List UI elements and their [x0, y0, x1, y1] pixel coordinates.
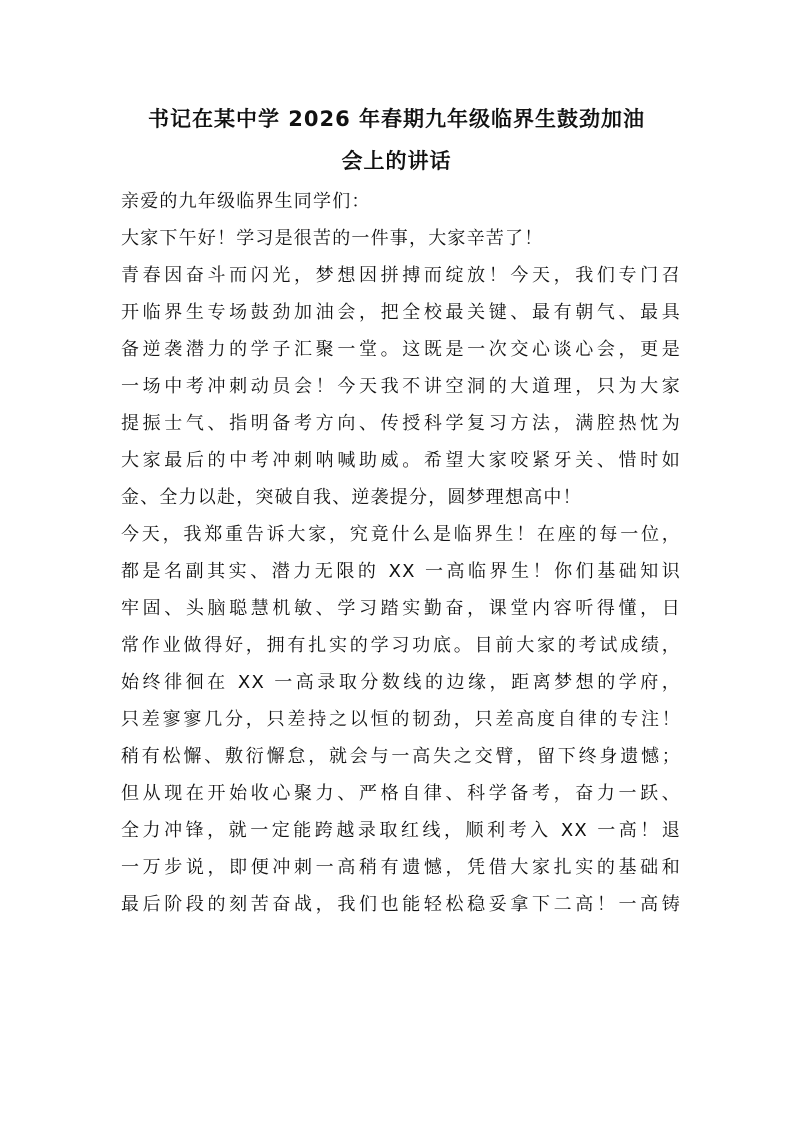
- paragraph-line: 都是名副其实、潜力无限的 XX 一高临界生！你们基础知识: [121, 561, 681, 582]
- paragraph-line: 提振士气、指明备考方向、传授科学复习方法，满腔热忱为: [121, 413, 681, 434]
- paragraph-line: 备逆袭潜力的学子汇聚一堂。这既是一次交心谈心会，更是: [121, 339, 681, 360]
- speech-body: [121, 183, 681, 923]
- paragraph-line: 最后阶段的刻苦奋战，我们也能轻松稳妥拿下二高！一高铸: [121, 894, 681, 915]
- document-title-line-2: 会上的讲话: [341, 149, 452, 173]
- paragraph-line: 一场中考冲刺动员会！今天我不讲空洞的大道理，只为大家: [121, 376, 681, 397]
- salutation: 亲爱的九年级临界生同学们：: [121, 191, 371, 212]
- paragraph-line: 稍有松懈、敷衍懈怠，就会与一高失之交臂，留下终身遗憾；: [121, 746, 681, 767]
- paragraph-line: 开临界生专场鼓劲加油会，把全校最关键、最有朝气、最具: [121, 302, 681, 323]
- paragraph-line: 但从现在开始收心聚力、严格自律、科学备考，奋力一跃、: [121, 783, 681, 804]
- paragraph-line: 今天，我郑重告诉大家，究竟什么是临界生！在座的每一位，: [121, 524, 681, 545]
- paragraph-line: 金、全力以赴，突破自我、逆袭提分，圆梦理想高中！: [121, 487, 582, 508]
- paragraph-line: 青春因奋斗而闪光，梦想因拼搏而绽放！今天，我们专门召: [121, 265, 681, 286]
- paragraph-line: 常作业做得好，拥有扎实的学习功底。目前大家的考试成绩，: [121, 635, 681, 656]
- greeting: 大家下午好！学习是很苦的一件事，大家辛苦了！: [121, 228, 544, 249]
- paragraph-line: 牢固、头脑聪慧机敏、学习踏实勤奋，课堂内容听得懂，日: [121, 598, 681, 619]
- paragraph-line: 大家最后的中考冲刺呐喊助威。希望大家咬紧牙关、惜时如: [121, 450, 681, 471]
- document-title-line-1: 书记在某中学 2026 年春期九年级临界生鼓劲加油: [147, 107, 646, 131]
- paragraph-line: 一万步说，即便冲刺一高稍有遗憾，凭借大家扎实的基础和: [121, 857, 681, 878]
- paragraph-line: 只差寥寥几分，只差持之以恒的韧劲，只差高度自律的专注！: [121, 709, 681, 730]
- paragraph-line: 全力冲锋，就一定能跨越录取红线，顺利考入 XX 一高！退: [121, 820, 681, 841]
- paragraph-line: 始终徘徊在 XX 一高录取分数线的边缘，距离梦想的学府，: [121, 672, 681, 693]
